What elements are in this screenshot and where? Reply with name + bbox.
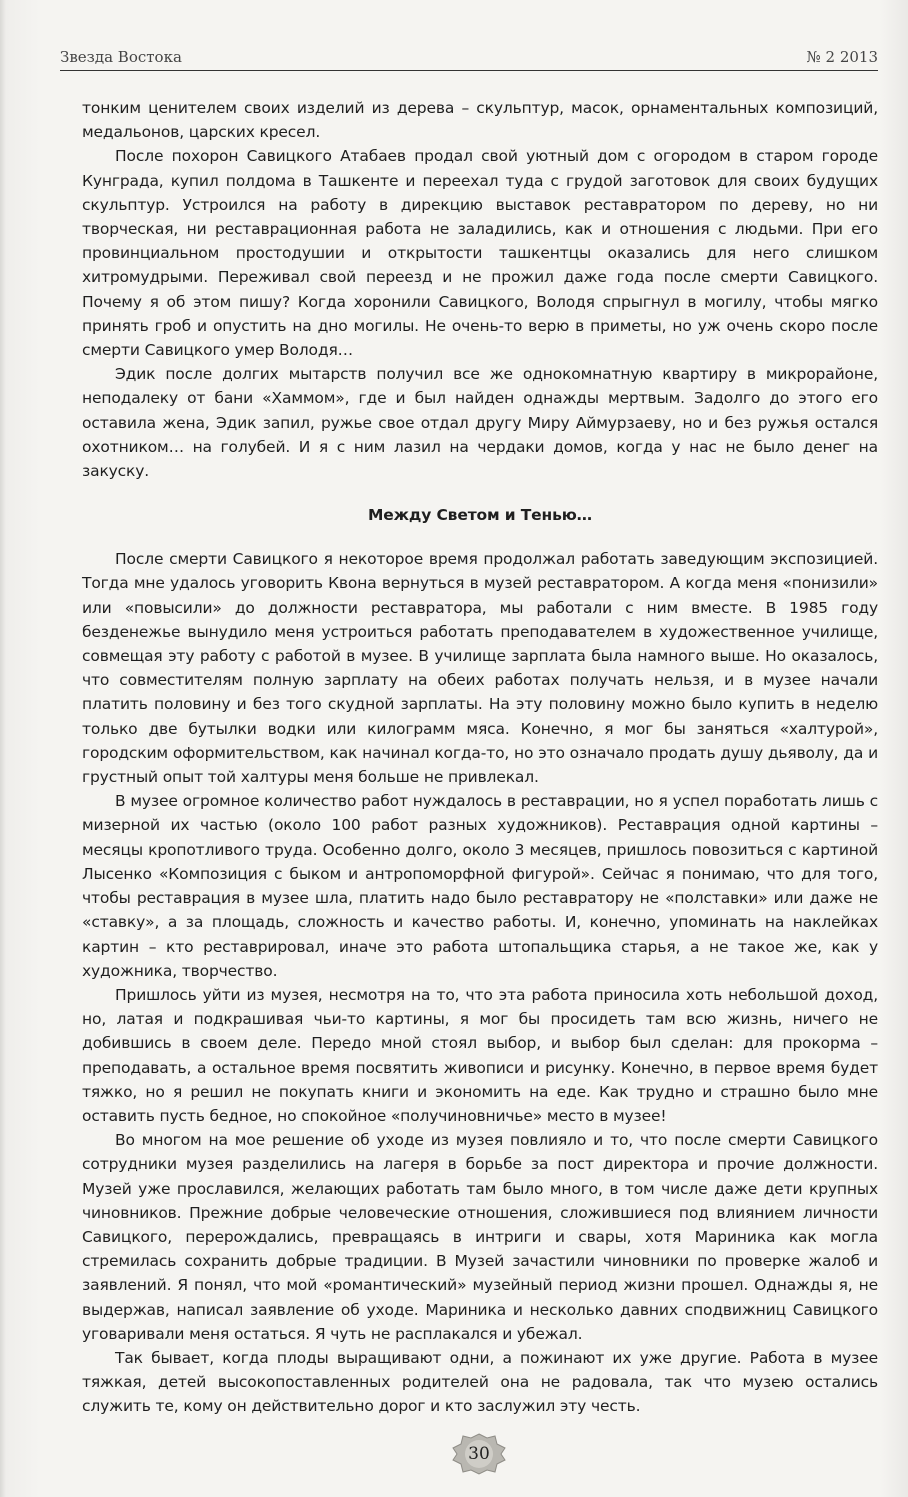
running-header bbox=[60, 44, 878, 71]
paragraph: Так бывает, когда плоды выращивают одни, а пожинают их уже другие. Работа в музее тяжкая, детей высокопоставленных родителей она не радовала, так что музею остались служить те, кому он действительно дорог и кто заслужил эту честь. bbox=[82, 1348, 878, 1416]
paragraph: В музее огромное количество работ нуждалось в реставрации, но я успел поработать лишь с мизерной их частью (около 100 работ разных художников). Реставрация одной картины – месяцы кропотливого труда. Особенно долго, около 3 месяцев, пришлось повозиться с картиной Лысенко «Композиция с быком и антропоморфной фигурой». Сейчас я понимаю, что для того, чтобы реставрация в музее шла, платить надо было реставратору не «полставки» или даже не «ставку», а за площадь, сложность и качество работы. И, конечно, упоминать на наклейках картин – кто реставрировал, иначе это работа штопальщика старья, а не такое же, как у художника, творчество. bbox=[82, 792, 878, 980]
section-heading: Между Светом и Тенью… bbox=[367, 506, 593, 525]
page-number: 30 bbox=[468, 1444, 490, 1464]
page-number-badge bbox=[447, 1432, 511, 1476]
paragraph: После смерти Савицкого я некоторое время продолжал работать заведующим экспозицией. Тогда мне удалось уговорить Квона вернуться в музей реставратором. А когда меня «понизили» или «повысили» до должности реставратора, мы работали с ним вместе. В 1985 году безденежье вынудило меня устроиться работать преподавателем в художественное училище, совмещая эту работу с работой в музее. В училище зарплата была намного выше. Но оказалось, что совместителям полную зарплату на обеих работах получать нельзя, и в музее начали платить половину и без того скудной зарплаты. На эту половину можно было купить в неделю только две бутылки водки или килограмм мяса. Конечно, я мог бы заняться «халтурой», городским оформительством, как начинал когда-то, но это означало продать душу дьяволу, да и грустный опыт той халтуры меня больше не привлекал. bbox=[82, 550, 878, 787]
article-body bbox=[82, 96, 878, 1419]
paragraph: Пришлось уйти из музея, несмотря на то, что эта работа приносила хоть небольшой доход, но, латая и подкрашивая чьи-то картины, я мог бы просидеть там всю жизнь, ничего не добившись в своем деле. Передо мной стоял выбор, и выбор был сделан: для прокорма – преподавать, а остальное время посвятить живописи и рисунку. Конечно, в первое время будет тяжко, но я решил не покупать книги и экономить на еде. Как трудно и страшно было мне оставить пусть бедное, но спокойное «получиновничье» место в музее! bbox=[82, 985, 878, 1125]
journal-title: Звезда Востока bbox=[60, 48, 182, 66]
paragraph: Во многом на мое решение об уходе из музея повлияло и то, что после смерти Савицкого сотрудники музея разделились на лагеря в борьбе за пост директора и прочие должности. Музей уже прославился, желающих работать там было много, в том числе даже дети крупных чиновников. Прежние добрые человеческие отношения, сложившиеся под влиянием личности Савицкого, перерождались, превращаясь в интриги и свары, хотя Мариника как могла стремилась сохранить добрые традиции. В Музей зачастили чиновники по проверке жалоб и заявлений. Я понял, что мой «романтический» музейный период жизни прошел. Однажды я, не выдержав, написал заявление об уходе. Мариника и несколько давних сподвижниц Савицкого уговаривали меня остаться. Я чуть не расплакался и убежал. bbox=[82, 1131, 878, 1343]
paragraph: После похорон Савицкого Атабаев продал свой уютный дом с огородом в старом городе Кунграда, купил полдома в Ташкенте и переехал туда с грудой заготовок для своих будущих скульптур. Устроился на работу в дирекцию выставок реставратором по дереву, но ни творческая, ни реставрационная работа не заладились, как и отношения с людьми. При его провинциальном простодушии и открытости ташкентцы оказались для него слишком хитромудрыми. Переживал свой переезд и не прожил даже года после смерти Савицкого. Почему я об этом пишу? Когда хоронили Савицкого, Володя спрыгнул в могилу, чтобы мягко принять гроб и опустить на дно могилы. Не очень-то верю в приметы, но уж очень скоро после смерти Савицкого умер Володя… bbox=[82, 147, 878, 360]
paragraph: тонким ценителем своих изделий из дерева – скульптур, масок, орнаментальных композиций, медальонов, царских кресел. bbox=[82, 99, 878, 142]
issue-number: № 2 2013 bbox=[806, 48, 878, 66]
paragraph: Эдик после долгих мытарств получил все же однокомнатную квартиру в микрорайоне, неподалеку от бани «Хаммом», где и был найден однажды мертвым. Задолго до этого его оставила жена, Эдик запил, ружье свое отдал другу Миру Аймурзаеву, но и без ружья остался охотником… на голубей. И я с ним лазил на чердаки домов, когда у нас не было денег на закуску. bbox=[82, 365, 878, 481]
